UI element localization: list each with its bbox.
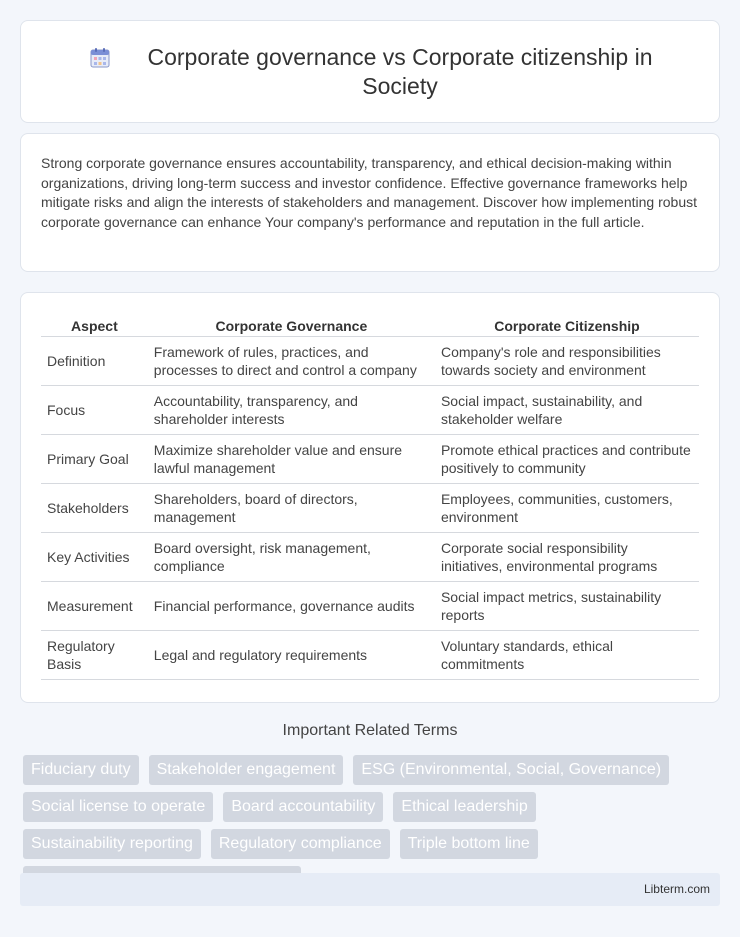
cell-governance: Maximize shareholder value and ensure lawful management [148, 435, 435, 484]
cell-citizenship: Voluntary standards, ethical commitments [435, 631, 699, 680]
related-terms-heading: Important Related Terms [282, 722, 458, 739]
term-tag[interactable]: Fiduciary duty [23, 755, 139, 785]
title-card [20, 20, 720, 123]
table-row [41, 386, 699, 435]
cell-aspect: Focus [41, 386, 148, 435]
term-tag[interactable]: Ethical leadership [393, 792, 535, 822]
cell-citizenship: Employees, communities, customers, environment [435, 484, 699, 533]
header-aspect: Aspect [41, 313, 148, 337]
term-tag[interactable]: ESG (Environmental, Social, Governance) [353, 755, 669, 785]
intro-text: Strong corporate governance ensures accountability, transparency, and ethical decision-making within organizations, driving long-term success and investor confidence. Effective governance frameworks help mitigate risks and align the interests of stakeholders and management. Discover how implementing robust corporate governance can enhance Your company's performance and reputation in the full article. [41, 155, 697, 230]
table-row [41, 631, 699, 680]
cell-governance: Legal and regulatory requirements [148, 631, 435, 680]
cell-governance: Framework of rules, practices, and processes to direct and control a company [148, 337, 435, 386]
cell-governance: Financial performance, governance audits [148, 582, 435, 631]
table-row [41, 484, 699, 533]
cell-aspect: Regulatory Basis [41, 631, 148, 680]
table-row [41, 533, 699, 582]
term-tag[interactable]: Social license to operate [23, 792, 213, 822]
term-tag[interactable]: Board accountability [223, 792, 383, 822]
cell-citizenship: Company's role and responsibilities towards society and environment [435, 337, 699, 386]
cell-aspect: Stakeholders [41, 484, 148, 533]
table-header-row [41, 313, 699, 337]
term-tag[interactable]: Regulatory compliance [211, 829, 390, 859]
cell-citizenship: Social impact metrics, sustainability reports [435, 582, 699, 631]
term-tag[interactable]: Stakeholder engagement [149, 755, 344, 785]
cell-governance: Board oversight, risk management, compliance [148, 533, 435, 582]
cell-aspect: Measurement [41, 582, 148, 631]
page-title: Corporate governance vs Corporate citizenship in Society [147, 44, 653, 99]
table-row [41, 582, 699, 631]
table-row [41, 337, 699, 386]
comparison-table [41, 313, 699, 680]
cell-aspect: Definition [41, 337, 148, 386]
cell-governance: Accountability, transparency, and shareholder interests [148, 386, 435, 435]
cell-citizenship: Social impact, sustainability, and stakeholder welfare [435, 386, 699, 435]
cell-citizenship: Promote ethical practices and contribute positively to community [435, 435, 699, 484]
footer [20, 873, 720, 906]
site-link[interactable]: Libterm.com [643, 882, 710, 896]
cell-citizenship: Corporate social responsibility initiatives, environmental programs [435, 533, 699, 582]
header-corporate-governance: Corporate Governance [148, 313, 435, 337]
term-tag[interactable]: Triple bottom line [400, 829, 538, 859]
cell-governance: Shareholders, board of directors, management [148, 484, 435, 533]
table-row [41, 435, 699, 484]
comparison-card [20, 292, 720, 703]
cell-aspect: Key Activities [41, 533, 148, 582]
header-corporate-citizenship: Corporate Citizenship [435, 313, 699, 337]
term-tag[interactable]: Sustainability reporting [23, 829, 201, 859]
intro-card [20, 133, 720, 272]
cell-aspect: Primary Goal [41, 435, 148, 484]
